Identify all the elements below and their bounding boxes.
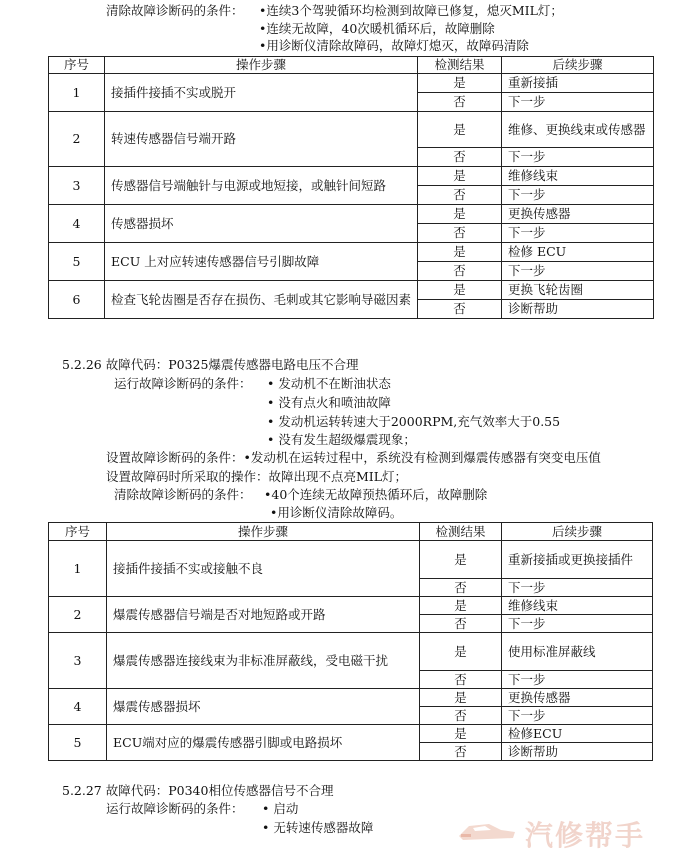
s2-diagnostic-table	[48, 522, 653, 761]
row-number: 5	[49, 243, 105, 281]
row-next-yes: 维修、更换线束或传感器	[502, 112, 654, 148]
row-result-no: 否	[418, 262, 502, 281]
row-step: 爆震传感器信号端是否对地短路或开路	[107, 597, 420, 633]
row-number: 5	[49, 725, 107, 761]
row-next-no: 诊断帮助	[502, 300, 654, 319]
row-number: 2	[49, 597, 107, 633]
s2-clear-item: •40个连续无故障预热循环后，故障删除	[264, 487, 488, 502]
table-header: 操作步骤	[107, 523, 420, 541]
s1-clear-item: •连续3个驾驶循环均检测到故障已修复，熄灭MIL灯；	[259, 3, 563, 18]
s2-clear-item: •用诊断仪清除故障码。	[270, 505, 403, 520]
row-result-yes: 是	[420, 541, 502, 579]
row-result-no: 否	[418, 148, 502, 167]
row-step: ECU 上对应转速传感器信号引脚故障	[105, 243, 418, 281]
row-step: 传感器损坏	[105, 205, 418, 243]
row-result-no: 否	[420, 615, 502, 633]
row-number: 3	[49, 633, 107, 689]
table-header: 后续步骤	[502, 523, 653, 541]
s3-heading: 5.2.27 故障代码：P0340相位传感器信号不合理	[62, 783, 334, 798]
row-result-no: 否	[420, 671, 502, 689]
row-next-no: 下一步	[502, 93, 654, 112]
row-next-no: 下一步	[502, 707, 653, 725]
row-next-yes: 重新接插	[502, 74, 654, 93]
row-step: 接插件接插不实或接触不良	[107, 541, 420, 597]
row-result-no: 否	[418, 93, 502, 112]
watermark-text: 汽修帮手	[525, 819, 646, 852]
row-result-yes: 是	[420, 633, 502, 671]
row-number: 1	[49, 541, 107, 597]
table-header: 序号	[49, 523, 107, 541]
row-number: 4	[49, 689, 107, 725]
row-number: 1	[49, 74, 105, 112]
s3-run-item: • 无转速传感器故障	[262, 820, 374, 835]
row-next-yes: 重新接插或更换接插件	[502, 541, 653, 579]
row-number: 2	[49, 112, 105, 167]
row-result-yes: 是	[418, 167, 502, 186]
row-result-yes: 是	[420, 689, 502, 707]
car-logo-icon	[455, 816, 519, 844]
s2-run-label: 运行故障诊断码的条件：	[114, 376, 252, 391]
row-next-no: 下一步	[502, 262, 654, 281]
s1-diagnostic-table	[48, 56, 654, 319]
table-header: 序号	[49, 57, 105, 74]
row-next-no: 下一步	[502, 579, 653, 597]
row-result-yes: 是	[418, 112, 502, 148]
row-next-yes: 维修线束	[502, 167, 654, 186]
row-result-no: 否	[420, 707, 502, 725]
s3-run-item: • 启动	[262, 801, 299, 816]
row-result-yes: 是	[418, 74, 502, 93]
row-step: 爆震传感器损坏	[107, 689, 420, 725]
row-result-yes: 是	[418, 281, 502, 300]
row-next-yes: 使用标准屏蔽线	[502, 633, 653, 671]
s2-set-line: 设置故障诊断码的条件：•发动机在运转过程中，系统没有检测到爆震传感器有突变电压值	[106, 450, 601, 465]
table-header: 检测结果	[418, 57, 502, 74]
row-result-yes: 是	[420, 597, 502, 615]
row-next-yes: 更换传感器	[502, 689, 653, 707]
s1-clear-label: 清除故障诊断码的条件：	[106, 3, 244, 18]
row-step: 转速传感器信号端开路	[105, 112, 418, 167]
row-step: 传感器信号端触针与电源或地短接，或触针间短路	[105, 167, 418, 205]
row-next-no: 下一步	[502, 671, 653, 689]
row-next-no: 下一步	[502, 615, 653, 633]
row-next-no: 下一步	[502, 224, 654, 243]
row-result-no: 否	[418, 224, 502, 243]
s2-heading: 5.2.26 故障代码：P0325爆震传感器电路电压不合理	[62, 357, 359, 372]
row-next-yes: 维修线束	[502, 597, 653, 615]
row-step: 接插件接插不实或脱开	[105, 74, 418, 112]
row-next-no: 诊断帮助	[502, 743, 653, 761]
row-result-no: 否	[420, 743, 502, 761]
s1-clear-item: •用诊断仪清除故障码，故障灯熄灭，故障码清除	[259, 38, 529, 53]
row-result-no: 否	[420, 579, 502, 597]
row-result-no: 否	[418, 300, 502, 319]
s2-run-item: • 没有点火和喷油故障	[267, 395, 391, 410]
row-number: 6	[49, 281, 105, 319]
row-number: 4	[49, 205, 105, 243]
s2-run-item: • 发动机运转转速大于2000RPM,充气效率大于0.55	[267, 414, 561, 429]
s2-run-item: • 没有发生超级爆震现象；	[267, 432, 416, 447]
row-result-yes: 是	[418, 243, 502, 262]
row-step: 检查飞轮齿圈是否存在损伤、毛刺或其它影响导磁因素	[105, 281, 418, 319]
row-result-no: 否	[418, 186, 502, 205]
row-step: 爆震传感器连接线束为非标准屏蔽线，受电磁干扰	[107, 633, 420, 689]
s2-action-line: 设置故障码时所采取的操作：故障出现不点亮MIL灯；	[106, 469, 408, 484]
table-header: 后续步骤	[502, 57, 654, 74]
row-next-no: 下一步	[502, 148, 654, 167]
row-step: ECU端对应的爆震传感器引脚或电路损坏	[107, 725, 420, 761]
row-next-yes: 检修ECU	[502, 725, 653, 743]
row-next-yes: 更换传感器	[502, 205, 654, 224]
s3-run-label: 运行故障诊断码的条件：	[106, 801, 244, 816]
table-header: 检测结果	[420, 523, 502, 541]
row-next-yes: 检修 ECU	[502, 243, 654, 262]
row-result-yes: 是	[420, 725, 502, 743]
row-next-no: 下一步	[502, 186, 654, 205]
s1-clear-item: •连续无故障，40次暖机循环后，故障删除	[259, 21, 495, 36]
row-next-yes: 更换飞轮齿圈	[502, 281, 654, 300]
row-number: 3	[49, 167, 105, 205]
row-result-yes: 是	[418, 205, 502, 224]
s2-run-item: • 发动机不在断油状态	[267, 376, 391, 391]
table-header: 操作步骤	[105, 57, 418, 74]
watermark-logo	[455, 812, 687, 852]
s2-clear-label: 清除故障诊断码的条件：	[114, 487, 252, 502]
